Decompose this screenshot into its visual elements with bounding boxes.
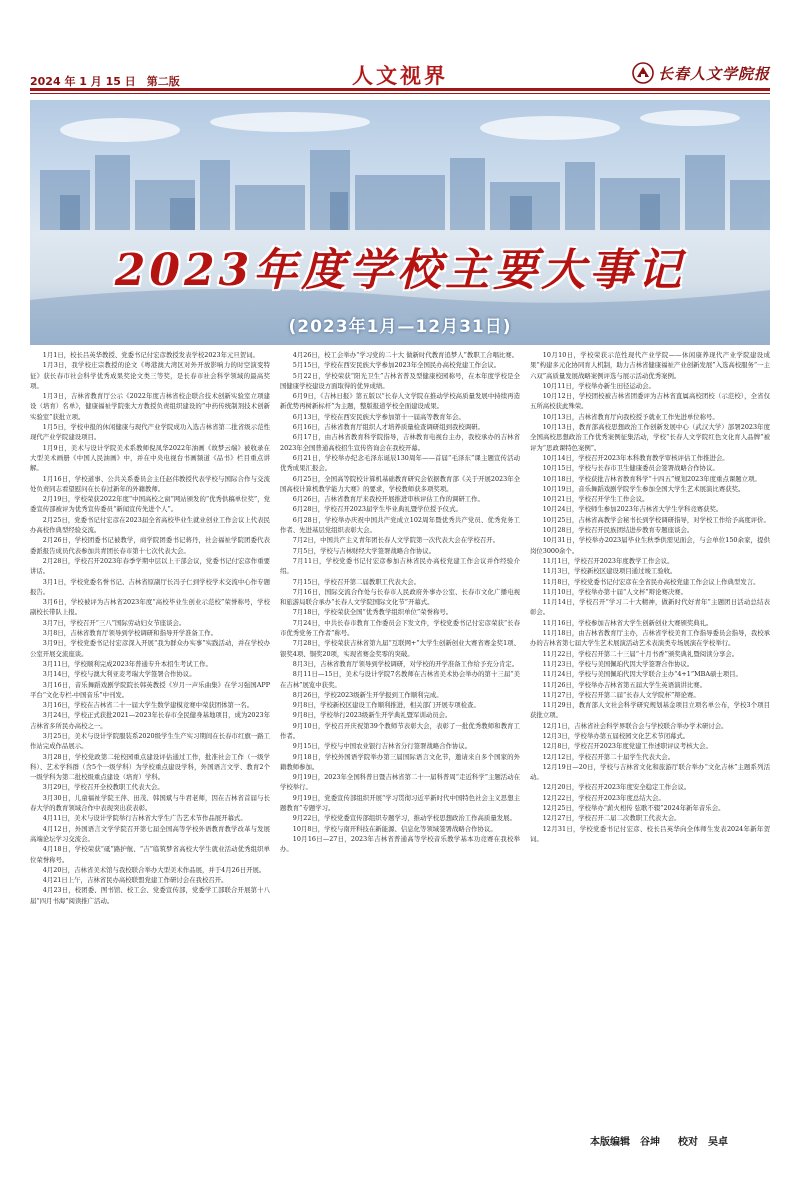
event-entry: 11月22日，学校召开第二十三届“十月书香”颁奖典礼暨阅读分享会。 xyxy=(542,649,739,658)
proofreader-credit: 校对 吴卓 xyxy=(678,1137,728,1148)
event-entry: 10月14日，学校召开2023年本科教育教学审核评估工作推进会。 xyxy=(542,453,729,462)
event-entry: 12月27日，学校召开二届二次教职工代表大会。 xyxy=(542,814,681,823)
event-entry: 3月6日，学校被评为吉林省2023年度“高校毕业生创业示范校”荣誉称号，学校副校长带队上报。 xyxy=(30,598,270,617)
event-entry: 1月1日，校长吕英华教授、党委书记付宏彦教授发表学校2023年元旦贺词。 xyxy=(42,351,259,359)
event-entry: 3月24日，学校正式获批2021—2023年长春市全民健身基地项目，成为2023年吉林省多所民办高校之一。 xyxy=(30,711,270,730)
event-entry: 6月9日，《吉林日报》第五版以“长春人文学院在推动学校高质量发展中持续再造新优势再树新标杆”为主题，整版报道学校全面建设成果。 xyxy=(280,392,520,411)
event-entry: 2月19日，学校荣获2022年度“中国高校之窗”网站颁发的“优秀供稿单位奖”，党委宣传部被评为优秀宣传委员“新闻宣传先进个人”。 xyxy=(30,495,270,514)
event-entry: 6月25日，全国高等院校计算机基础教育研究会依据教育部《关于开展2023年全国高校计算机教学能力大赛》的要求，学校教师获多项奖项。 xyxy=(280,474,520,493)
event-entry: 3月1日，学校党委名誉书记、吉林省原副厅长冯子仁到学校学术交流中心作专题报告。 xyxy=(30,577,270,596)
event-entry: 1月3日，我学校庄宗教授的论文《粤港澳大湾区对外开放影响力的时空演变特征》获长春市社会科学优秀成果奖论文类三等奖，是长春市社会科学领域的最高奖项。 xyxy=(30,361,270,390)
header-rule-thick xyxy=(30,88,770,91)
school-emblem-icon xyxy=(632,62,654,84)
event-entry: 11月3日，学校新校区建设项目通过竣工验收。 xyxy=(542,567,677,576)
event-entry: 5月22日，学校荣获“阳光卫生”吉林省普及型健康校园称号，在本年度学校是全国健康学校建设方面取得的优异成绩。 xyxy=(280,371,520,390)
event-entry: 4月11日，美术与设计学院举行吉林省大学生广告艺术节作品展开幕式。 xyxy=(42,814,247,823)
event-entry: 12月22日，学校召开2023年度总结大会。 xyxy=(542,793,665,802)
credits xyxy=(590,1133,770,1149)
event-entry: 11月10日，学校举办第十届“人文杯”辩论赛决赛。 xyxy=(542,587,688,596)
event-entry: 2月25日，党委书记付宏彦在2023届全省高校毕业生就业创业工作会议上代表民办高校作典型经验交流。 xyxy=(30,515,270,535)
event-entry: 9月15日，学校与中国农业银行吉林省分行签署战略合作协议。 xyxy=(292,742,472,751)
event-entry: 3月25日，美术与设计学院服装系2020级学生生产实习期间在长春市红旗一路工作站完成作品展示。 xyxy=(30,731,270,751)
chronicle-columns xyxy=(30,350,770,1128)
event-entry: 3月8日，吉林省教育厅领导到学校调研和指导开学准备工作。 xyxy=(42,629,218,638)
event-entry: 11月14日，学校召开“学习二十大精神，做新时代好青年”主题团日活动总结表彰会。 xyxy=(530,598,770,617)
event-entry: 10月10日，学校荣获示范性现代产业学院——休闲康养现代产业学院建设成果“构建多元化协同育人机制，助力吉林省健康福祉产业创新发展”入选高校服务“一主六双”高质量发展战略案例评选与展示活动优秀案例。 xyxy=(530,351,770,380)
event-entry: 8月3日，吉林省教育厅领导到学校调研，对学校的开学准备工作给予充分肯定。 xyxy=(292,659,519,668)
event-entry: 10月15日，学校与长春市卫生健康委员会签署战略合作协议。 xyxy=(542,464,719,473)
event-entry: 11月1日，学校召开2023年度教学工作会议。 xyxy=(542,556,674,565)
event-entry: 10月13日，吉林省教育厅向我校授予就业工作先进单位称号。 xyxy=(542,412,719,421)
event-entry: 7月28日，学校荣获吉林省第九届“互联网+”大学生创新创业大赛省赛金奖1项、银奖4项、铜奖20项，实现省赛金奖零的突破。 xyxy=(280,639,520,658)
event-entry: 5月15日，学校在西安民族大学参加2023年全国民办高校党建工作会议。 xyxy=(292,361,501,370)
event-entry: 12月8日，学校召开2023年度党建工作述职评议考核大会。 xyxy=(542,742,712,751)
event-entry: 11月29日，教育部人文社会科学研究规划基金项目立项名单公布，学校3个项目获批立项。 xyxy=(530,701,770,720)
newspaper-logo xyxy=(632,62,770,84)
editor-credit: 本版编辑 谷坤 xyxy=(590,1137,660,1148)
event-entry: 12月31日，学校党委书记付宏彦、校长吕英华向全体师生发表2024年新年贺词。 xyxy=(530,824,770,843)
event-entry: 7月2日，中国共产主义青年团长春人文学院第一次代表大会在学校召开。 xyxy=(292,536,500,545)
event-entry: 10月16日—27日，2023年吉林省普通高等学校音乐教学基本功竞赛在我校举办。 xyxy=(280,834,520,854)
column-middle xyxy=(280,350,520,1128)
event-entry: 10月24日，学校师生参加2023年吉林省大学生学科竞赛获奖。 xyxy=(542,505,723,514)
event-entry: 10月11日，学校举办新生田径运动会。 xyxy=(542,381,655,390)
event-entry: 10月31日，学校举办2023届毕业生秋季供需见面会，与会单位150余家，提供岗位3000余个。 xyxy=(530,536,770,555)
event-entry: 10月25日，吉林省高教学会秘书长到学校调研指导，对学校工作给予高度评价。 xyxy=(542,515,770,524)
event-entry: 6月17日，由吉林省教育科学院指导，吉林教育电视台主办，我校承办的吉林省2023年全国普通高校招生宣传咨询会在我校开幕。 xyxy=(280,433,520,452)
header-rule-thin xyxy=(30,93,770,94)
event-entry: 9月10日，学校召开庆祝第39个教师节表彰大会，表彰了一批优秀教师和教育工作者。 xyxy=(280,721,520,740)
masthead xyxy=(30,58,770,90)
event-entry: 10月21日，学校召开学生工作会议。 xyxy=(542,495,649,504)
event-entry: 12月20日，学校召开2023年度安全稳定工作会议。 xyxy=(542,783,691,792)
event-entry: 12月1日，吉林省社会科学界联合会与学校联合举办学术研讨会。 xyxy=(542,721,728,730)
banner-date-range: (2023年1月—12月31日) xyxy=(288,317,512,337)
event-entry: 7月18日，学校荣获全国“优秀教学组织单位”荣誉称号。 xyxy=(292,608,453,617)
event-entry: 7月5日，学校与吉林财经大学签署战略合作协议。 xyxy=(292,546,436,555)
event-entry: 3月16日，音乐舞蹈戏剧学院院长韩英教授《岁月一声乐曲集》在学习强国APP平台“文化专栏-中国音乐”中刊发。 xyxy=(30,680,270,699)
event-entry: 2月26日，学校团委书记被教学，商学院团委书记蒋丹，社会福祉学院团委代表委派报告成员代表参加共青团长春市第十七次代表大会。 xyxy=(30,536,270,555)
event-entry: 1月5日，学校申报的休闲健康与现代产业学院成功入选吉林省第二批省级示范性现代产业学院建设项目。 xyxy=(30,423,270,442)
event-entry: 11月8日，学校党委书记付宏彦在全省民办高校党建工作会议上作典型发言。 xyxy=(542,577,760,586)
issue-date: 2024 年 1 月 15 日 第二版 xyxy=(30,75,180,88)
event-entry: 6月28日，学校召开2023届学生毕业典礼暨学位授予仪式。 xyxy=(292,505,462,514)
section-title: 人文视界 xyxy=(352,64,448,88)
event-entry: 2月28日，学校召开2023年春季学期中层以上干部会议，党委书记付宏彦作重要讲话。 xyxy=(30,556,270,576)
event-entry: 6月16日，吉林省教育厅组织人才培养质量检查调研组到我校调研。 xyxy=(292,423,484,432)
event-entry: 9月18日，学校外国语学院举办第三届国际语言文化节，邀请来自多个国家的外籍教师参加。 xyxy=(280,752,520,771)
event-entry: 1月9日，美术与设计学院美术系教师倪凤华2022年油画《故梦云端》被收录在大型美术画册《中国人民油画》中，并在中央电视台书画频道《品书》栏目重点讲解。 xyxy=(30,443,270,473)
event-entry: 7月24日，中共长春市教育工作委员会下发文件，学校党委书记付宏彦荣获“长春市优秀党务工作者”称号。 xyxy=(280,618,520,638)
event-entry: 6月26日，吉林省教育厅来我校开展推进审核评估工作的调研工作。 xyxy=(292,495,484,504)
event-entry: 4月23日，校团委、图书馆、校工会、党委宣传部，党委学工部联合开展第十八届“四月书海”阅读推广活动。 xyxy=(30,886,270,905)
event-entry: 1月16日，学校道事、公共关系委员会主任赵伟教授代表学校与国际合作与交流处负责同志看望慰问在长春过新年的外籍教师。 xyxy=(30,474,270,493)
event-entry: 11月27日，学校召开第二届“长春人文学院杯”辩论赛。 xyxy=(542,690,700,699)
event-entry: 9月19日，2023年全国科普日暨吉林省第二十一届科普周“走近科学”主题活动在学校举行。 xyxy=(280,773,520,792)
event-entry: 10月28日，学校召开民族团结进步教育专题座谈会。 xyxy=(542,526,694,535)
column-right xyxy=(530,350,770,1128)
event-entry: 3月30日，儿童福祉学院王萍、田茂、韩国斌与牛君老师，因在吉林省首届与长春大学的教育领域合作中表现突出获表彰。 xyxy=(30,793,270,813)
column-left xyxy=(30,350,270,1128)
event-entry: 8月11日—15日，美术与设计学院7名教师在吉林省美术协会举办的第十三届“美在吉林”展览中获奖。 xyxy=(280,670,520,689)
event-entry: 7月11日，学校党委书记付宏彦参加吉林省民办高校党建工作会议并作经验介绍。 xyxy=(280,556,520,576)
event-entry: 4月26日，校工会举办“学习党的二十大 做新时代教育追梦人”教职工合唱比赛。 xyxy=(292,351,519,359)
event-entry: 12月12日，学校召开第二十届学生代表大会。 xyxy=(542,752,675,761)
event-entry: 4月12日，外国语言文学学院召开第七届全国高等学校外语教育教学改革与发展高端论坛学习交流会。 xyxy=(30,824,270,843)
event-entry: 11月24日，学校与美国佩珀代因大学联合主办“4+1”MBA硕士项目。 xyxy=(542,670,742,679)
event-entry: 4月18日，学校荣获“砥”路护航、“吉”临筑梦省高校大学生就业活动优秀组织单位荣誉称号。 xyxy=(30,845,270,864)
event-entry: 7月16日，国际交流合作处与长春市人民政府外事办公室、长春市文化广播电视和旅游局联合承办“长春人文学院国际文化节”开幕式。 xyxy=(280,587,520,607)
event-entry: 9月8日，学校举行2023级新生开学典礼暨军训动员会。 xyxy=(292,711,452,720)
event-entry: 1月3日，吉林省教育厅公示《2022年度吉林省校企联合技术创新实验室立项建设（培育）名单》，健康福祉学院张大方教授负责组织建设的“中药传统制剂技术创新实验室”获批立项。 xyxy=(30,392,270,421)
event-entry: 3月14日，学校与澳大利亚麦考瑞大学签署合作协议。 xyxy=(42,670,196,679)
banner-title: 2023年度学校主要大事记 xyxy=(114,245,686,296)
event-entry: 3月16日，学校在吉林省二十一届大学生数学建模竞赛中荣获团体第一名。 xyxy=(42,701,254,710)
event-entry: 10月13日，教育部高校思想政治工作创新发展中心（武汉大学）部署2023年度全国高校思想政治工作优秀案例征集活动，学校“长春人文学院红色文化育人品牌”被评为“思政课特色案例”。 xyxy=(530,423,770,452)
event-entry: 10月18日，学校获批吉林省教育科学“十四五”规划2023年度重点课题立项。 xyxy=(542,474,761,483)
event-entry: 3月29日，学校召开全校教职工代表大会。 xyxy=(42,783,164,792)
event-entry: 11月26日，学校举办吉林省第五届大学生英语演讲比赛。 xyxy=(542,680,707,689)
event-entry: 6月13日，学校在西安民族大学参加第十一届高等教育年会。 xyxy=(292,412,465,421)
event-entry: 12月19日—20日，学校与吉林省文化和旅游厅联合举办“文化吉林”主题系列活动。 xyxy=(530,762,770,782)
event-entry: 3月11日，学校顺利完成2023年普通专升本招生考试工作。 xyxy=(42,659,212,668)
event-entry: 10月12日，学校团校被吉林省团委评为吉林省直属高校团校（示范校），全省仅五所高校获此殊荣。 xyxy=(530,392,770,411)
event-entry: 3月28日，学校党政第二轮校园重点建设评估通过工作，批准社会工作（一级学科）、艺术学科群（含5个一级学科）为学校重点建设学科，外国语言文学、教育2个一级学科为第二批校级重点建设（培育）学科。 xyxy=(30,752,270,782)
event-entry: 6月28日，学校举办庆祝中国共产党成立102周年暨优秀共产党员、优秀党务工作者、先进基层党组织表彰大会。 xyxy=(280,515,520,535)
banner xyxy=(30,100,770,345)
event-entry: 4月21日上午，吉林省民办高校联盟党建工作研讨会在我校召开。 xyxy=(42,876,228,885)
event-entry: 7月15日，学校召开第二届教职工代表大会。 xyxy=(292,577,421,586)
event-entry: 4月20日，吉林省美术馆与我校联合举办大型美术作品展，并于4月26日开展。 xyxy=(42,865,266,874)
event-entry: 11月16日，学校参加吉林省大学生创新创业大赛颁奖典礼。 xyxy=(542,618,713,627)
event-entry: 9月8日，学校新校区建设工作顺利推进，相关部门开展专项检查。 xyxy=(292,701,480,710)
event-entry: 8月26日，学校2023级新生开学报到工作顺利完成。 xyxy=(292,690,443,699)
event-entry: 9月19日，党委宣传部组织开展“学习贯彻习近平新时代中国特色社会主义思想主题教育”专题学习。 xyxy=(280,793,520,813)
event-entry: 3月9日，学校党委书记付宏彦深入开展“我为群众办实事”实践活动，并在学校办公室开展交流座谈。 xyxy=(30,639,270,658)
event-entry: 6月21日，学校举办纪念毛泽东诞辰130周年——首届“毛泽东”课主题宣传活动优秀成果汇报会。 xyxy=(280,453,520,473)
campus-scene-illustration xyxy=(30,100,770,345)
event-entry: 10月19日，音乐舞蹈戏剧学院学生参加全国大学生艺术展演比赛获奖。 xyxy=(542,484,745,493)
event-entry: 11月18日，由吉林省教育厅主办，吉林省学校美育工作指导委员会指导，我校承办的吉林省第七届大学生艺术展演活动艺术表演类专场展演在学校举行。 xyxy=(530,629,770,648)
event-entry: 3月7日，学校召开“三八”国际劳动妇女节座谈会。 xyxy=(42,618,186,627)
event-entry: 11月23日，学校与美国佩珀代因大学签署合作协议。 xyxy=(542,659,694,668)
newspaper-name: 长春人文学院报 xyxy=(657,64,770,83)
event-entry: 12月25日，学校举办“薪火相传 弦歌不辍”2024年新年音乐会。 xyxy=(542,804,725,813)
event-entry: 12月3日，学校举办第五届校园文化艺术节闭幕式。 xyxy=(542,731,690,740)
event-entry: 10月8日，学校与南开科技在新能源、信息化等领域签署战略合作协议。 xyxy=(292,824,497,833)
event-entry: 9月22日，学校党委宣传部组织专题学习，推动学校思想政治工作高质量发展。 xyxy=(292,814,516,823)
